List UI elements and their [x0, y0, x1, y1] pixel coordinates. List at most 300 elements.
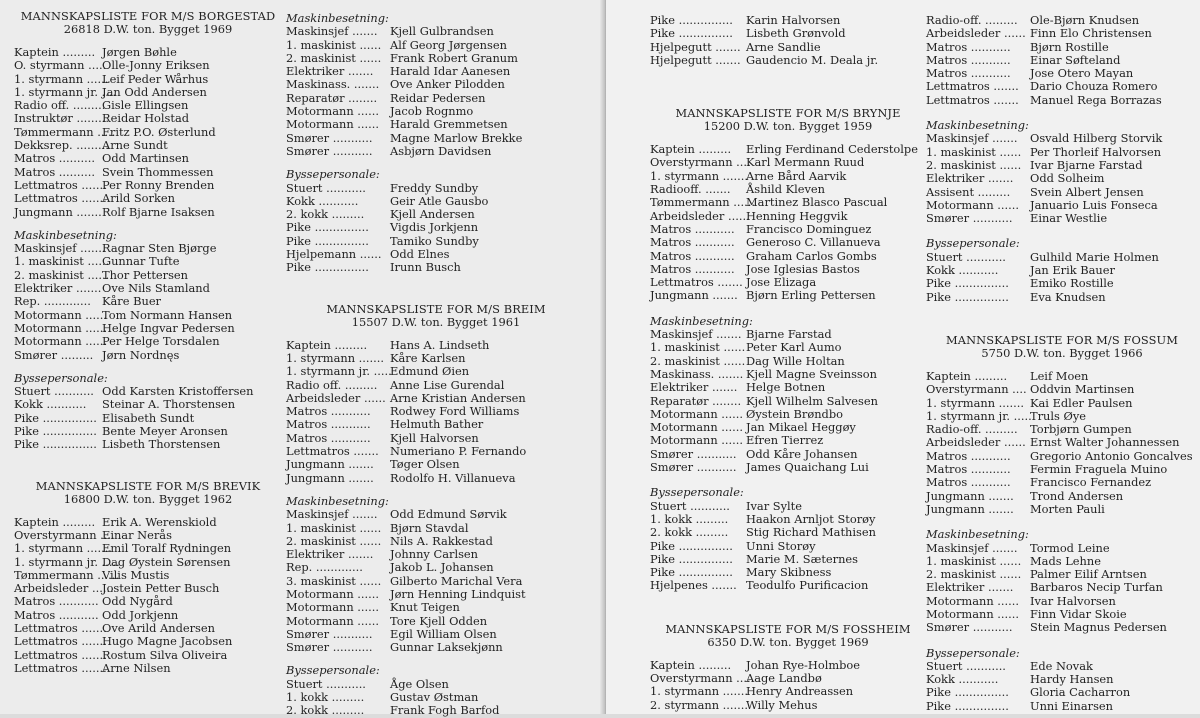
crew-name: Vigdis Jorkjenn — [390, 220, 479, 235]
crew-rank: 1. styrmann jr. ..... — [286, 364, 392, 379]
crew-rank: Matros ........... — [926, 66, 1011, 81]
crew-rank: Motormann ...... — [14, 307, 108, 322]
left-column-1 — [14, 10, 282, 675]
crew-rank: Stuert ........... — [14, 384, 94, 399]
crew-row — [14, 595, 282, 608]
crew-name: Francisco Fernandez — [1030, 475, 1152, 490]
crew-row — [926, 212, 1198, 225]
ship-title: MANNSKAPSLISTE FOR M/S BREIM — [326, 301, 546, 316]
crew-rank: 1. styrmann ....... — [926, 395, 1025, 410]
crew-section — [926, 237, 1198, 303]
crew-row — [14, 542, 282, 555]
crew-section — [286, 303, 586, 485]
crew-rank: Overstyrmann .... — [926, 382, 1027, 397]
crew-rank: Motormann ...... — [650, 433, 744, 448]
crew-name: Arne Sundt — [102, 138, 168, 153]
crew-row — [286, 522, 586, 535]
section-header: Maskinbesetning: — [286, 493, 389, 508]
crew-rank: Pike ............... — [14, 410, 97, 425]
crew-rank: Pike ............... — [926, 685, 1009, 700]
crew-name: Januario Luis Fonseca — [1030, 197, 1158, 212]
crew-rank: 2. kokk ......... — [286, 703, 365, 718]
crew-row — [650, 196, 926, 209]
crew-rank: Radio-off. ......... — [926, 422, 1018, 437]
ship-subtitle: 15200 D.W. ton. Bygget 1959 — [703, 119, 873, 134]
crew-row — [926, 199, 1198, 212]
crew-row — [926, 370, 1198, 383]
crew-rank: Matros ........... — [926, 462, 1011, 477]
crew-row — [926, 172, 1198, 185]
crew-rank: Matros ........... — [650, 248, 735, 263]
crew-row — [926, 621, 1198, 634]
crew-name: Gilberto Marichal Vera — [390, 573, 523, 588]
crew-name: Karin Halvorsen — [746, 13, 841, 27]
crew-name: Emiko Rostille — [1030, 276, 1114, 291]
crew-rank: Motormann ...... — [286, 586, 380, 601]
crew-name: Gaudencio M. Deala jr. — [746, 52, 879, 67]
crew-row — [14, 206, 282, 219]
crew-name: Jørn Nordnęs — [102, 347, 180, 362]
crew-rank: Arbeidsleder ...... — [926, 435, 1026, 450]
crew-rank: 1. styrmann ...... — [14, 71, 109, 86]
crew-row — [650, 143, 926, 156]
crew-rank: Assisent ......... — [926, 184, 1011, 199]
section-header: Maskinbesetning: — [14, 227, 117, 242]
crew-name: Teodulfo Purificacion — [746, 578, 869, 593]
crew-row — [926, 264, 1198, 277]
crew-row — [14, 622, 282, 635]
crew-name: Peter Karl Aumo — [746, 340, 842, 355]
crew-rank: Motormann ...... — [14, 320, 108, 335]
crew-name: Helmuth Bather — [390, 417, 484, 432]
crew-name: Edmund Øien — [390, 364, 470, 379]
crew-row — [650, 526, 926, 539]
crew-name: Lisbeth Thorstensen — [102, 437, 221, 452]
crew-rank: 2. kokk ......... — [650, 525, 729, 540]
crew-rank: 1. maskinist ...... — [926, 144, 1022, 159]
crew-rank: Arbeidsleder ...... — [926, 26, 1026, 41]
crew-rank: Stuert ........... — [650, 498, 730, 513]
crew-row — [286, 508, 586, 521]
crew-name: Kjell Halvorsen — [390, 430, 479, 445]
crew-rank: Elektriker ....... — [286, 64, 374, 79]
crew-rank: Matros ........... — [926, 475, 1011, 490]
crew-name: Ivar Halvorsen — [1030, 593, 1116, 608]
crew-row — [926, 490, 1198, 503]
crew-rank: Pike ............... — [650, 565, 733, 580]
crew-row — [650, 381, 926, 394]
crew-row — [650, 672, 926, 685]
crew-name: Jose Iglesias Bastos — [746, 261, 860, 276]
crew-row — [926, 251, 1198, 264]
crew-row — [14, 662, 282, 675]
crew-name: Ove Nils Stamland — [102, 281, 210, 296]
crew-name: Reidar Holstad — [102, 111, 190, 126]
crew-name: Bente Meyer Aronsen — [102, 424, 228, 439]
crew-name: Jose Otero Mayan — [1030, 66, 1134, 81]
crew-name: Per Ronny Brenden — [102, 177, 215, 192]
crew-row — [286, 132, 586, 145]
crew-name: Morten Pauli — [1030, 501, 1105, 516]
crew-row — [926, 450, 1198, 463]
crew-row — [14, 438, 282, 451]
crew-name: Jørn Henning Lindquist — [390, 586, 526, 601]
crew-name: Harald Idar Aanesen — [390, 64, 511, 79]
crew-rank: Kaptein ......... — [926, 368, 1008, 383]
crew-rank: 1. kokk ......... — [650, 511, 729, 526]
crew-name: Arne Sandlie — [746, 39, 821, 54]
crew-rank: Motormann ...... — [926, 197, 1020, 212]
crew-name: Tom Normann Hansen — [102, 307, 233, 322]
crew-rank: 1. styrmann jr. .... — [14, 84, 117, 99]
crew-row — [650, 513, 926, 526]
crew-rank: Tømmermann ..... — [14, 124, 116, 139]
crew-row — [650, 341, 926, 354]
crew-name: Aage Landbø — [746, 670, 822, 685]
section-header: Byssepersonale: — [650, 485, 744, 500]
crew-row — [286, 678, 586, 691]
crew-row — [14, 46, 282, 59]
crew-row — [926, 27, 1198, 40]
crew-row — [650, 263, 926, 276]
crew-name: Leif Peder Wårhus — [102, 71, 209, 86]
crew-rank: Elektriker ....... — [650, 380, 738, 395]
crew-row — [14, 635, 282, 648]
crew-row — [14, 556, 282, 569]
crew-name: Tormod Leine — [1030, 540, 1110, 555]
crew-section — [650, 315, 926, 475]
crew-rank: Maskinsjef ....... — [14, 241, 106, 256]
crew-rank: Motormann ...... — [14, 334, 108, 349]
crew-rank: Kaptein ......... — [286, 337, 368, 352]
crew-row — [14, 295, 282, 308]
crew-name: Francisco Dominguez — [746, 221, 872, 236]
crew-row — [650, 579, 926, 592]
crew-row — [650, 156, 926, 169]
crew-row — [650, 355, 926, 368]
crew-rank: 1. styrmann jr. ..... — [926, 408, 1032, 423]
crew-row — [14, 412, 282, 425]
crew-row — [286, 445, 586, 458]
crew-row — [286, 392, 586, 405]
crew-name: Haakon Arnljot Storøy — [746, 511, 876, 526]
crew-row — [14, 569, 282, 582]
crew-rank: Lettmatros ....... — [14, 634, 107, 649]
crew-name: Geir Atle Gausbo — [390, 193, 489, 208]
crew-rank: 2. maskinist ...... — [286, 533, 382, 548]
crew-rank: 2. maskinist ...... — [926, 567, 1022, 582]
crew-row — [926, 568, 1198, 581]
crew-rank: Stuert ........... — [286, 676, 366, 691]
crew-name: Arne Kristian Andersen — [390, 390, 526, 405]
crew-row — [14, 152, 282, 165]
crew-section — [286, 168, 586, 274]
crew-rank: Dekksrep. ......... — [14, 138, 109, 153]
crew-row — [286, 221, 586, 234]
crew-rank: Rep. ............. — [14, 294, 91, 309]
crew-name: Torbjørn Gumpen — [1030, 422, 1132, 437]
crew-name: Harald Gremmetsen — [390, 117, 508, 132]
crew-name: Mads Lehne — [1030, 553, 1101, 568]
crew-name: Reidar Pedersen — [390, 90, 486, 105]
crew-section — [926, 647, 1198, 713]
crew-row — [14, 269, 282, 282]
crew-row — [14, 179, 282, 192]
crew-name: Bjørn Erling Pettersen — [746, 288, 876, 303]
crew-row — [286, 418, 586, 431]
crew-name: Einar Søfteland — [1030, 52, 1121, 67]
crew-name: Finn Vidar Skoie — [1030, 606, 1127, 621]
section-header: Maskinbesetning: — [286, 11, 389, 25]
crew-name: Olle-Jonny Eriksen — [102, 58, 210, 73]
crew-row — [650, 408, 926, 421]
crew-name: Irunn Busch — [390, 260, 461, 275]
crew-name: Bjarne Farstad — [746, 327, 832, 342]
crew-rank: Kaptein ......... — [14, 45, 96, 59]
crew-rank: 1. styrmann ....... — [14, 541, 113, 556]
ship-title: MANNSKAPSLISTE FOR M/S FOSSHEIM — [665, 621, 911, 636]
crew-row — [286, 472, 586, 485]
crew-rank: Maskinsjef ....... — [286, 24, 378, 39]
crew-row — [650, 395, 926, 408]
crew-name: Odd Karsten Kristoffersen — [102, 384, 254, 399]
right-column-1 — [650, 14, 926, 712]
crew-rank: Rep. ............. — [286, 560, 363, 575]
crew-rank: 2. styrmann ....... — [650, 697, 749, 712]
section-header: Byssepersonale: — [926, 645, 1020, 660]
crew-rank: Lettmatros ....... — [286, 444, 379, 459]
crew-row — [926, 673, 1198, 686]
crew-row — [14, 112, 282, 125]
crew-name: Jørgen Bøhle — [102, 45, 177, 59]
crew-row — [650, 421, 926, 434]
crew-name: Jose Elizaga — [746, 275, 817, 290]
crew-section — [926, 14, 1198, 107]
crew-rank: Instruktør ......... — [14, 111, 110, 126]
crew-rank: Overstyrmann .... — [14, 527, 115, 542]
ship-title: MANNSKAPSLISTE FOR M/S FOSSUM — [946, 332, 1178, 347]
crew-rank: Pike ............... — [14, 437, 97, 452]
crew-row — [926, 159, 1198, 172]
crew-row — [286, 118, 586, 131]
crew-name: Marie M. Sæternes — [746, 551, 859, 566]
crew-rank: Motormann ...... — [286, 104, 380, 119]
crew-rank: Jungmann ....... — [926, 501, 1014, 516]
crew-rank: Motormann ...... — [650, 406, 744, 421]
crew-name: Leif Moen — [1030, 368, 1089, 383]
crew-row — [926, 410, 1198, 423]
crew-rank: Motormann ...... — [286, 117, 380, 132]
crew-rank: Hjelpemann ...... — [286, 247, 382, 262]
crew-row — [14, 242, 282, 255]
crew-name: Efren Tierrez — [746, 433, 824, 448]
crew-name: Arild Sorken — [102, 191, 175, 206]
crew-name: James Quaichang Lui — [746, 460, 869, 475]
crew-section — [14, 10, 282, 219]
crew-name: Odd Martinsen — [102, 151, 189, 166]
crew-rank: Pike ............... — [926, 698, 1009, 713]
crew-name: Lisbeth Grønvold — [746, 26, 846, 41]
crew-row — [14, 139, 282, 152]
crew-name: Ivar Bjarne Farstad — [1030, 157, 1143, 172]
crew-rank: Motormann ...... — [926, 593, 1020, 608]
section-header: Byssepersonale: — [14, 370, 108, 385]
crew-rank: Kaptein ......... — [650, 142, 732, 157]
crew-name: Kåre Buer — [102, 294, 161, 309]
crew-row — [286, 588, 586, 601]
crew-rank: Pike ............... — [650, 538, 733, 553]
crew-row — [14, 322, 282, 335]
crew-row — [286, 691, 586, 704]
crew-row — [926, 277, 1198, 290]
crew-name: Hardy Hansen — [1030, 672, 1114, 687]
crew-name: Tøger Olsen — [390, 457, 460, 472]
crew-row — [286, 105, 586, 118]
crew-row — [926, 14, 1198, 27]
crew-rank: Pike ............... — [650, 13, 733, 27]
crew-row — [14, 166, 282, 179]
crew-name: Bjørn Stavdal — [390, 520, 469, 535]
crew-rank: Matros ........... — [14, 607, 99, 622]
crew-name: Erling Ferdinand Cederstolpe — [746, 142, 918, 157]
crew-name: Svein Thommessen — [102, 164, 214, 179]
crew-rank: Maskinsjef ....... — [926, 131, 1018, 146]
crew-name: Odd Elnes — [390, 247, 450, 262]
crew-rank: Maskinsjef ....... — [650, 327, 742, 342]
ship-subtitle: 16800 D.W. ton. Bygget 1962 — [63, 491, 233, 506]
crew-row — [286, 379, 586, 392]
crew-rank: Matros ........... — [926, 39, 1011, 54]
section-header: Maskinbesetning: — [650, 313, 753, 328]
crew-rank: 1. kokk ......... — [286, 690, 365, 705]
crew-rank: Lettmatros ....... — [926, 92, 1019, 107]
crew-name: Helge Botnen — [746, 380, 826, 395]
crew-name: Odd Edmund Sørvik — [390, 507, 507, 522]
crew-section — [650, 14, 926, 67]
crew-name: Stig Richard Mathisen — [746, 525, 876, 540]
crew-rank: Smører ........... — [286, 130, 373, 145]
crew-rank: Elektriker ....... — [926, 171, 1014, 186]
crew-name: Gustav Østman — [390, 690, 479, 705]
crew-row — [14, 349, 282, 362]
crew-row — [286, 561, 586, 574]
crew-rank: Kaptein ......... — [14, 514, 96, 529]
crew-name: Rodwey Ford Williams — [390, 404, 520, 419]
crew-name: Jacob Rognmo — [390, 104, 474, 119]
crew-rank: Lettmatros ....... — [14, 620, 107, 635]
crew-row — [14, 516, 282, 529]
crew-row — [14, 425, 282, 438]
crew-rank: Matros ........... — [286, 417, 371, 432]
crew-rank: Jungmann ....... — [926, 488, 1014, 503]
left-column-2 — [286, 12, 586, 718]
crew-row — [286, 535, 586, 548]
crew-name: Helge Ingvar Pedersen — [102, 320, 235, 335]
crew-rank: Pike ............... — [926, 276, 1009, 291]
crew-name: Rostum Silva Oliveira — [102, 647, 228, 662]
crew-rank: Jungmann ....... — [650, 288, 738, 303]
crew-rank: 1. maskinist ...... — [286, 520, 382, 535]
crew-row — [926, 700, 1198, 713]
crew-name: Manuel Rega Borrazas — [1030, 92, 1162, 107]
crew-row — [650, 210, 926, 223]
crew-section — [286, 495, 586, 655]
crew-rank: Matros ........... — [14, 594, 99, 609]
crew-rank: Hjelpegutt ....... — [650, 39, 741, 54]
crew-rank: Radio off. ......... — [286, 377, 378, 392]
crew-row — [926, 132, 1198, 145]
crew-rank: Lettmatros ....... — [650, 275, 743, 290]
crew-name: Dag Øystein Sørensen — [102, 554, 231, 569]
crew-rank: Smører ........... — [926, 620, 1013, 635]
section-header: Byssepersonale: — [286, 663, 380, 678]
crew-name: Johnny Carlsen — [390, 547, 479, 562]
crew-name: Hans A. Lindseth — [390, 337, 490, 352]
crew-name: Per Helge Torsdalen — [102, 334, 220, 349]
crew-rank: Pike ............... — [286, 233, 369, 248]
crew-name: Anne Lise Gurendal — [390, 377, 505, 392]
crew-row — [650, 41, 926, 54]
crew-name: Bjørn Rostille — [1030, 39, 1109, 54]
crew-name: Fermin Fraguela Muino — [1030, 462, 1168, 477]
crew-row — [286, 548, 586, 561]
crew-rank: Pike ............... — [650, 551, 733, 566]
crew-name: Kåre Karlsen — [390, 350, 466, 365]
crew-name: Truls Øye — [1030, 408, 1087, 423]
crew-row — [650, 368, 926, 381]
crew-row — [14, 86, 282, 99]
crew-name: Kai Edler Paulsen — [1030, 395, 1133, 410]
crew-name: Kjell Magne Sveinsson — [746, 366, 877, 381]
crew-row — [926, 41, 1198, 54]
crew-name: Unni Einarsen — [1030, 698, 1113, 713]
section-header: Byssepersonale: — [286, 167, 380, 182]
crew-name: Egil William Olsen — [390, 626, 497, 641]
crew-rank: Elektriker ....... — [286, 547, 374, 562]
crew-row — [286, 601, 586, 614]
crew-rank: Jungmann ....... — [14, 204, 102, 219]
crew-name: Gunnar Tufte — [102, 254, 180, 269]
crew-row — [286, 405, 586, 418]
crew-rank: Elektriker ....... — [14, 281, 102, 296]
crew-rank: Matros .......... — [14, 164, 96, 179]
crew-name: Knut Teigen — [390, 600, 460, 615]
crew-row — [650, 328, 926, 341]
crew-name: Odd Jorkjenn — [102, 607, 179, 622]
crew-name: Einar Nerås — [102, 527, 172, 542]
ship-title: MANNSKAPSLISTE FOR M/S BRYNJE — [675, 106, 901, 121]
crew-rank: 3. maskinist ...... — [286, 573, 382, 588]
crew-name: Ivar Sylte — [746, 498, 802, 513]
crew-rank: Arbeidsleder ...... — [650, 208, 750, 223]
crew-rank: Hjelpegutt ....... — [650, 52, 741, 67]
crew-name: Johan Rye-Holmboe — [746, 657, 861, 672]
crew-row — [286, 339, 586, 352]
crew-row — [286, 52, 586, 65]
crew-name: Gisle Ellingsen — [102, 98, 189, 113]
crew-rank: Jungmann ....... — [286, 457, 374, 472]
crew-name: Arne Nilsen — [102, 660, 171, 675]
crew-name: Freddy Sundby — [390, 180, 479, 195]
crew-name: Einar Westlie — [1030, 211, 1108, 226]
crew-name: Gloria Cacharron — [1030, 685, 1131, 700]
crew-row — [14, 126, 282, 139]
crew-name: Martinez Blasco Pascual — [746, 195, 888, 210]
crew-section — [650, 107, 926, 303]
crew-row — [650, 14, 926, 27]
crew-rank: Overstyrmann .... — [650, 670, 751, 685]
crew-name: Henry Andreassen — [746, 684, 854, 699]
